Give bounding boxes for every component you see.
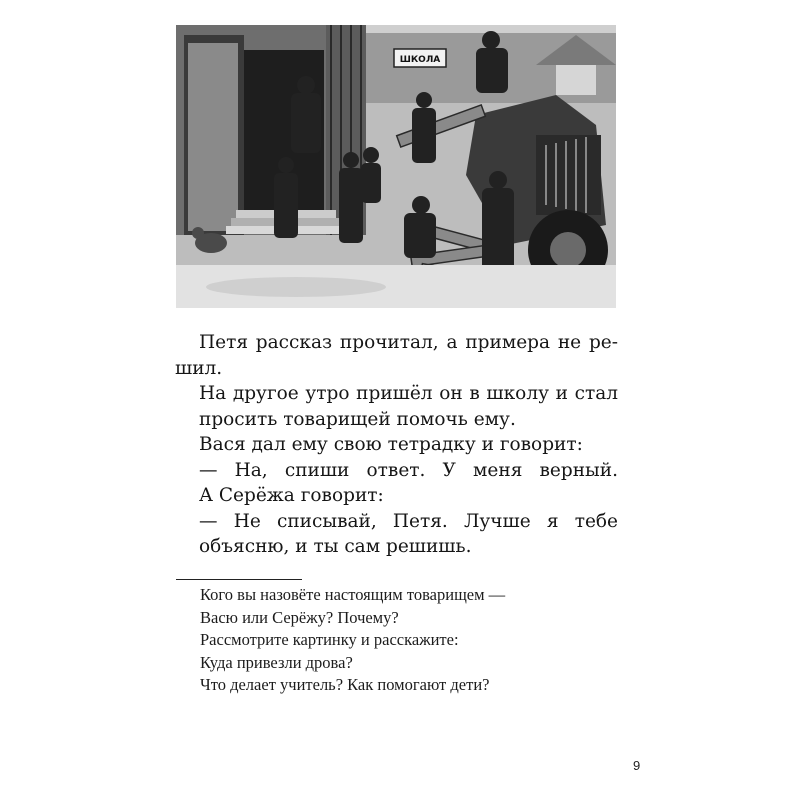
- story-line: На другое утро пришёл он в школу и стал: [199, 383, 618, 404]
- story-line: — Не списывай, Петя. Лучше я тебе: [199, 510, 618, 532]
- question-line: Куда привезли дрова?: [200, 652, 353, 672]
- footnote-rule: [176, 579, 302, 580]
- school-yard-drawing: [176, 25, 616, 308]
- story-line: объясню, и ты сам решишь.: [199, 536, 472, 557]
- story-paragraph-2: [175, 381, 618, 432]
- story-line: просить товарищей помочь ему.: [199, 408, 516, 430]
- questions-block: [200, 584, 620, 697]
- story-paragraph-3: [175, 432, 618, 458]
- question-line: Кого вы назовёте настоящим товарищем —: [200, 585, 506, 604]
- story-line: шил.: [175, 357, 223, 379]
- question-line: Что делает учитель? Как помогают дети?: [200, 675, 490, 694]
- page-number: 9: [633, 758, 641, 773]
- question-line: Васю или Серёжу? Почему?: [200, 607, 399, 627]
- story-paragraph-1: [175, 330, 618, 381]
- story-line: А Серёжа говорит:: [199, 485, 384, 506]
- story-line: Петя рассказ прочитал, а примера не ре-: [199, 332, 618, 353]
- story-line: Вася дал ему свою тетрадку и говорит:: [199, 434, 583, 455]
- story-paragraph-4: [175, 458, 618, 509]
- story-line: — На, спиши ответ. У меня верный.: [199, 459, 618, 481]
- question-line: Рассмотрите картинку и расскажите:: [200, 630, 459, 649]
- school-sign-text: ШКОЛА: [399, 55, 441, 65]
- illustration: [176, 25, 616, 308]
- story-text: [175, 330, 618, 560]
- story-paragraph-5: [175, 509, 618, 560]
